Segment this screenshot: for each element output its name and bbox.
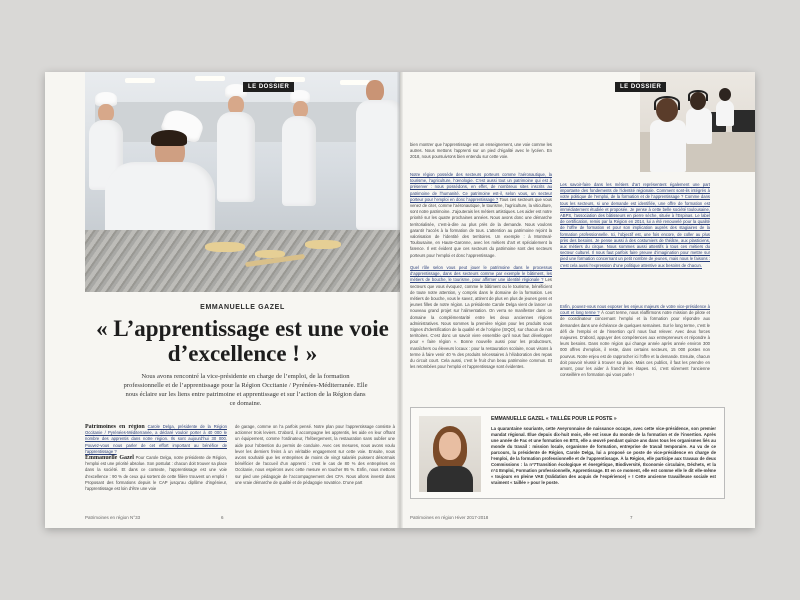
right-column-1-top: bien montrer que l’apprentissage est un enseignement, une voie comme les autres. Nous mettons l’apprenti sur un pied d’égalité avec le lycéen. En 2018, nous poursuivrons bien entendu sur cette voie. <box>410 142 552 160</box>
right-folio: Patrimoines en région Hiver 2017-2018 <box>410 515 489 520</box>
answer-3: Les secteurs que vous évoquez, comme le bâtiment ou le tourisme, bénéficient de toute notre attention, y compris dans le domaine de la formation. Les métiers de bouche, vous le savez, attirent de plus en plus de jeunes gens et jeunes filles de notre région. La présidente Carole Delga vient de lancer un nouveau grand projet sur l’alimentation. On verra se manifester dans ce domaine la complémentarité entre les deux anciennes régions administratives. Nous sommes la première région pour les produits sous Signes d’Identification de la qualité et de l’origine (SIQO), sur chacun de nos territoires. C’est donc un savoir vivre ensemble qu’il nous faut développer pour « faire région ». Bonne nouvelle aussi pour les producteurs, maraîchers ou éleveurs locaux : pour la restauration scolaire, nous visons à terme à faire venir 40 % des produits nécessaires à l’élaboration des repas du circuit court. Cela aussi, c’est le fruit d’un beau patrimoine commun. Et les retombées pour l’emploi et l’apprentissage sont évidentes. <box>410 277 552 370</box>
right-page <box>400 72 755 528</box>
question-4: Les savoir-faire dans les métiers d’art représentent également une part importante des fondements de l’identité régionale. Comment sont-ils intégrés à votre politique de l’emploi, de la formation et de l’apprentissage ? Comme dans tous les secteurs, si une demande est identifiée, une offre de formation est immédiatement étudiée et proposée. Je pense à cette belle société toulousaine, ABPS, l’association des bâtisseurs en pierre sèche, située à l’Espinas. Le label de certification, remis par la Région en 2014, lui a été renouvelé pour la qualité de l’offre de formation et pour son implication auprès des stagiaires de la formation professionnelle. Ici, l’objectif est, une fois encore, de coller au plus près des besoins. Je pense aussi à des costumiers de théâtre, aux plasticiens, aux métiers du cirque. Nous sommes aussi attentifs à tous ces métiers du secteur culturel. Il nous faut parfois faire preuve d’imagination pour mettre sur pied une formation concernant un petit nombre de jeunes, mais nous le faisons : c’est cela aussi l’expression d’une politique attentive aux besoins de chacun. <box>560 182 710 268</box>
question-5: Enfin, pouvez-vous nous exposer les enjeux majeurs de votre vice-présidence à court et long terme ? <box>560 304 710 316</box>
magazine-spread <box>45 72 755 528</box>
answer-1: Pour Carole Delga, notre présidente de Région, l’emploi est une priorité absolue. Son postulat : chacun doit trouver sa place dans la société. Et dans ce contexte, l’apprentissage est une voie d’excellence : 90 % de ceux qui sortent de cette filière trouvent un emploi ! Proposant des formations depuis le CAP jusqu’au diplôme d’ingénieur, l’apprentissage est loin d’être une voie <box>85 455 227 492</box>
box-text: La quarantaine souriante, cette Aveyronnaise de naissance occupe, avec cette vice-présidence, son premier mandat régional. Élue depuis dix-huit mois, elle est issue du monde de la formation et de l’insertion. Après une année de Fac et une formation en BTS, elle a œuvré pendant quinze ans dans tous les organismes liés au monde du travail : mission locale, organisme de formation, entreprise de travail temporaire. Au vu de ce parcours, la présidente de Région, Carole Delga, lui a proposé ce poste de vice-présidence en charge de l’emploi, de la formation professionnelle et de l’apprentissage. À la Région, elle participe aux travaux de deux Commissions : la n°7Transition écologique et énergétique, Biodiversité, Économie circulaire, Déchets, et la n°4 Emploi, Formation professionnelle, Apprentissage. Et en ce moment, elle est comme elle le dit elle-même « toujours en pleine VAE (Validation des acquis de l’expérience) » ! Cette ancienne travailleuse sociale est vraiment « taillée » pour le poste. <box>491 426 716 485</box>
right-column-2-top <box>560 182 710 302</box>
right-page-number: 7 <box>630 515 633 520</box>
question-3: Quel rôle selon vous peut jouer le patrimoine dans le processus d’apprentissage, dans des secteurs comme par exemple le bâtiment, les métiers de bouche, le tourisme, pour affirmer une identité régionale ? <box>410 265 552 283</box>
left-folio: Patrimoines en région N°33 <box>85 515 141 520</box>
dossier-tag-right: LE DOSSIER <box>615 82 666 92</box>
dossier-tag: LE DOSSIER <box>243 82 294 92</box>
answer-5: À court terme, nous réaffirmons notre mission de pilote et de coordinateur concernant l’emploi et la formation pour répondre aux demandes dans une échéance de quelques semaines. Sur le long terme, c’est le défi de l’emploi et de l’insertion qu’il nous faut relever. Avec deux forces majeures. D’abord, appuyer des compétences aux entrepreneurs et répondre à leurs besoins. Dans notre région qui change année après année environ 300 000 offres d’emplois, il reste, dans certains secteurs, 15 000 postes non pourvus. Notre enjeu est de rapprocher ici l’offre et la demande. Ensuite, chacun doit pouvoir réussir à trouver sa place. Mais ces publics, il faut les prendre en amont, pour les aider à franchir les étapes. Ici, c’est sûrement l’ancienne conseillère en formation qui vous parle ! <box>560 310 710 378</box>
question-1: Carole Delga, présidente de la Région Occitanie / Pyrénées-Méditerranée, a déclaré vouloir porter à 40 000 le nombre des apprentis dans notre région. Ils sont aujourd’hui 30 000. Pouvez-vous nous parler de cet effort important au bénéfice de l’apprentissage ? <box>85 424 227 454</box>
box-title: EMMANUELLE GAZEL « TAILLÉE POUR LE POSTE » <box>491 416 617 422</box>
left-page <box>45 72 400 528</box>
left-page-number: 6 <box>221 515 224 520</box>
interviewee-label: Emmanuelle Gazel <box>85 455 134 462</box>
article-headline: « L’apprentissage est une voie d’excellence ! » <box>96 316 389 366</box>
kitchen-photo <box>85 72 400 292</box>
portrait-box <box>410 407 725 499</box>
author-name: EMMANUELLE GAZEL <box>200 304 285 311</box>
right-column-1 <box>410 172 552 397</box>
interviewer-label: Patrimoines en région <box>85 424 145 430</box>
portrait-photo <box>419 416 481 492</box>
article-intro: Nous avons rencontré la vice-présidente en charge de l’emploi, de la formation professionnelle et de l’apprentissage pour la Région Occitanie / Pyrénées-Méditerranée. Elle nous éclaire sur les liens entre patrimoine et apprentissage et sur l’action de la Région dans ce domaine. <box>123 373 368 407</box>
left-column-2: de garage, comme on l’a parfois pensé. Notre plan pour l’apprentissage consiste à actionner trois leviers. D’abord, il accompagne les apprentis, les aide en leur offrant un équipement, comme l’ordinateur, l’hébergement, la restauration sans oublier une aide pour l’obtention du permis de conduire. Avec ces mesures, nous avons voulu lever les derniers freins à un véritable engagement sur cette voie. Ensuite, nous avons souhaité que les entreprises de moins de vingt salariés puissent désormais bénéficier de l’accueil d’un apprenti : c’est le cas de 80 % des entreprises en Occitanie, nous espérons avec cette mesure en toucher 95 %. Enfin, nous mettons sur pied une pédagogie de l’accompagnement des CFA. Nous allons investir dans une vraie démarche de qualité et de pédagogie novatrice. D’une part <box>235 424 395 485</box>
left-column-1 <box>85 424 227 514</box>
right-column-2 <box>560 304 710 404</box>
question-2: Notre région possède des secteurs porteurs comme l’aéronautique, la tourisme, l’agriculture, l’œnologie. C’est aussi tout un patrimoine qui est à préserver : nous possédons, en effet, de nombreux sites inscrits au patrimoine de l’humanité. Ce patrimoine est-il, selon vous, un secteur porteur pour l’emploi en donc l’apprentissage ? <box>410 172 552 202</box>
answer-2: Tous ces secteurs que vous venez de citer, comme l’aéronautique, le tourisme, l’agriculture, la viticulture, sont notre patrimoine. J’ajouterais les métiers artistiques. Les aider est notre priorité sur les quatre prochaines années. Nous avons donc une démarche territorialisée, c’est-à-dire au plus près de la demande. Nous voulons garantir l’accès à la formation de tous. L’attention au patrimoine rejoint la valorisation de l’identité des territoires. Un exemple : à Montreal-Toulousaine, en Haute-Garonne, avec les métiers d’art et spécialement la faïence. Il est évident que ces secteurs du patrimoine sont des secteurs porteurs pour l’emploi et donc l’apprentissage. <box>410 196 552 258</box>
